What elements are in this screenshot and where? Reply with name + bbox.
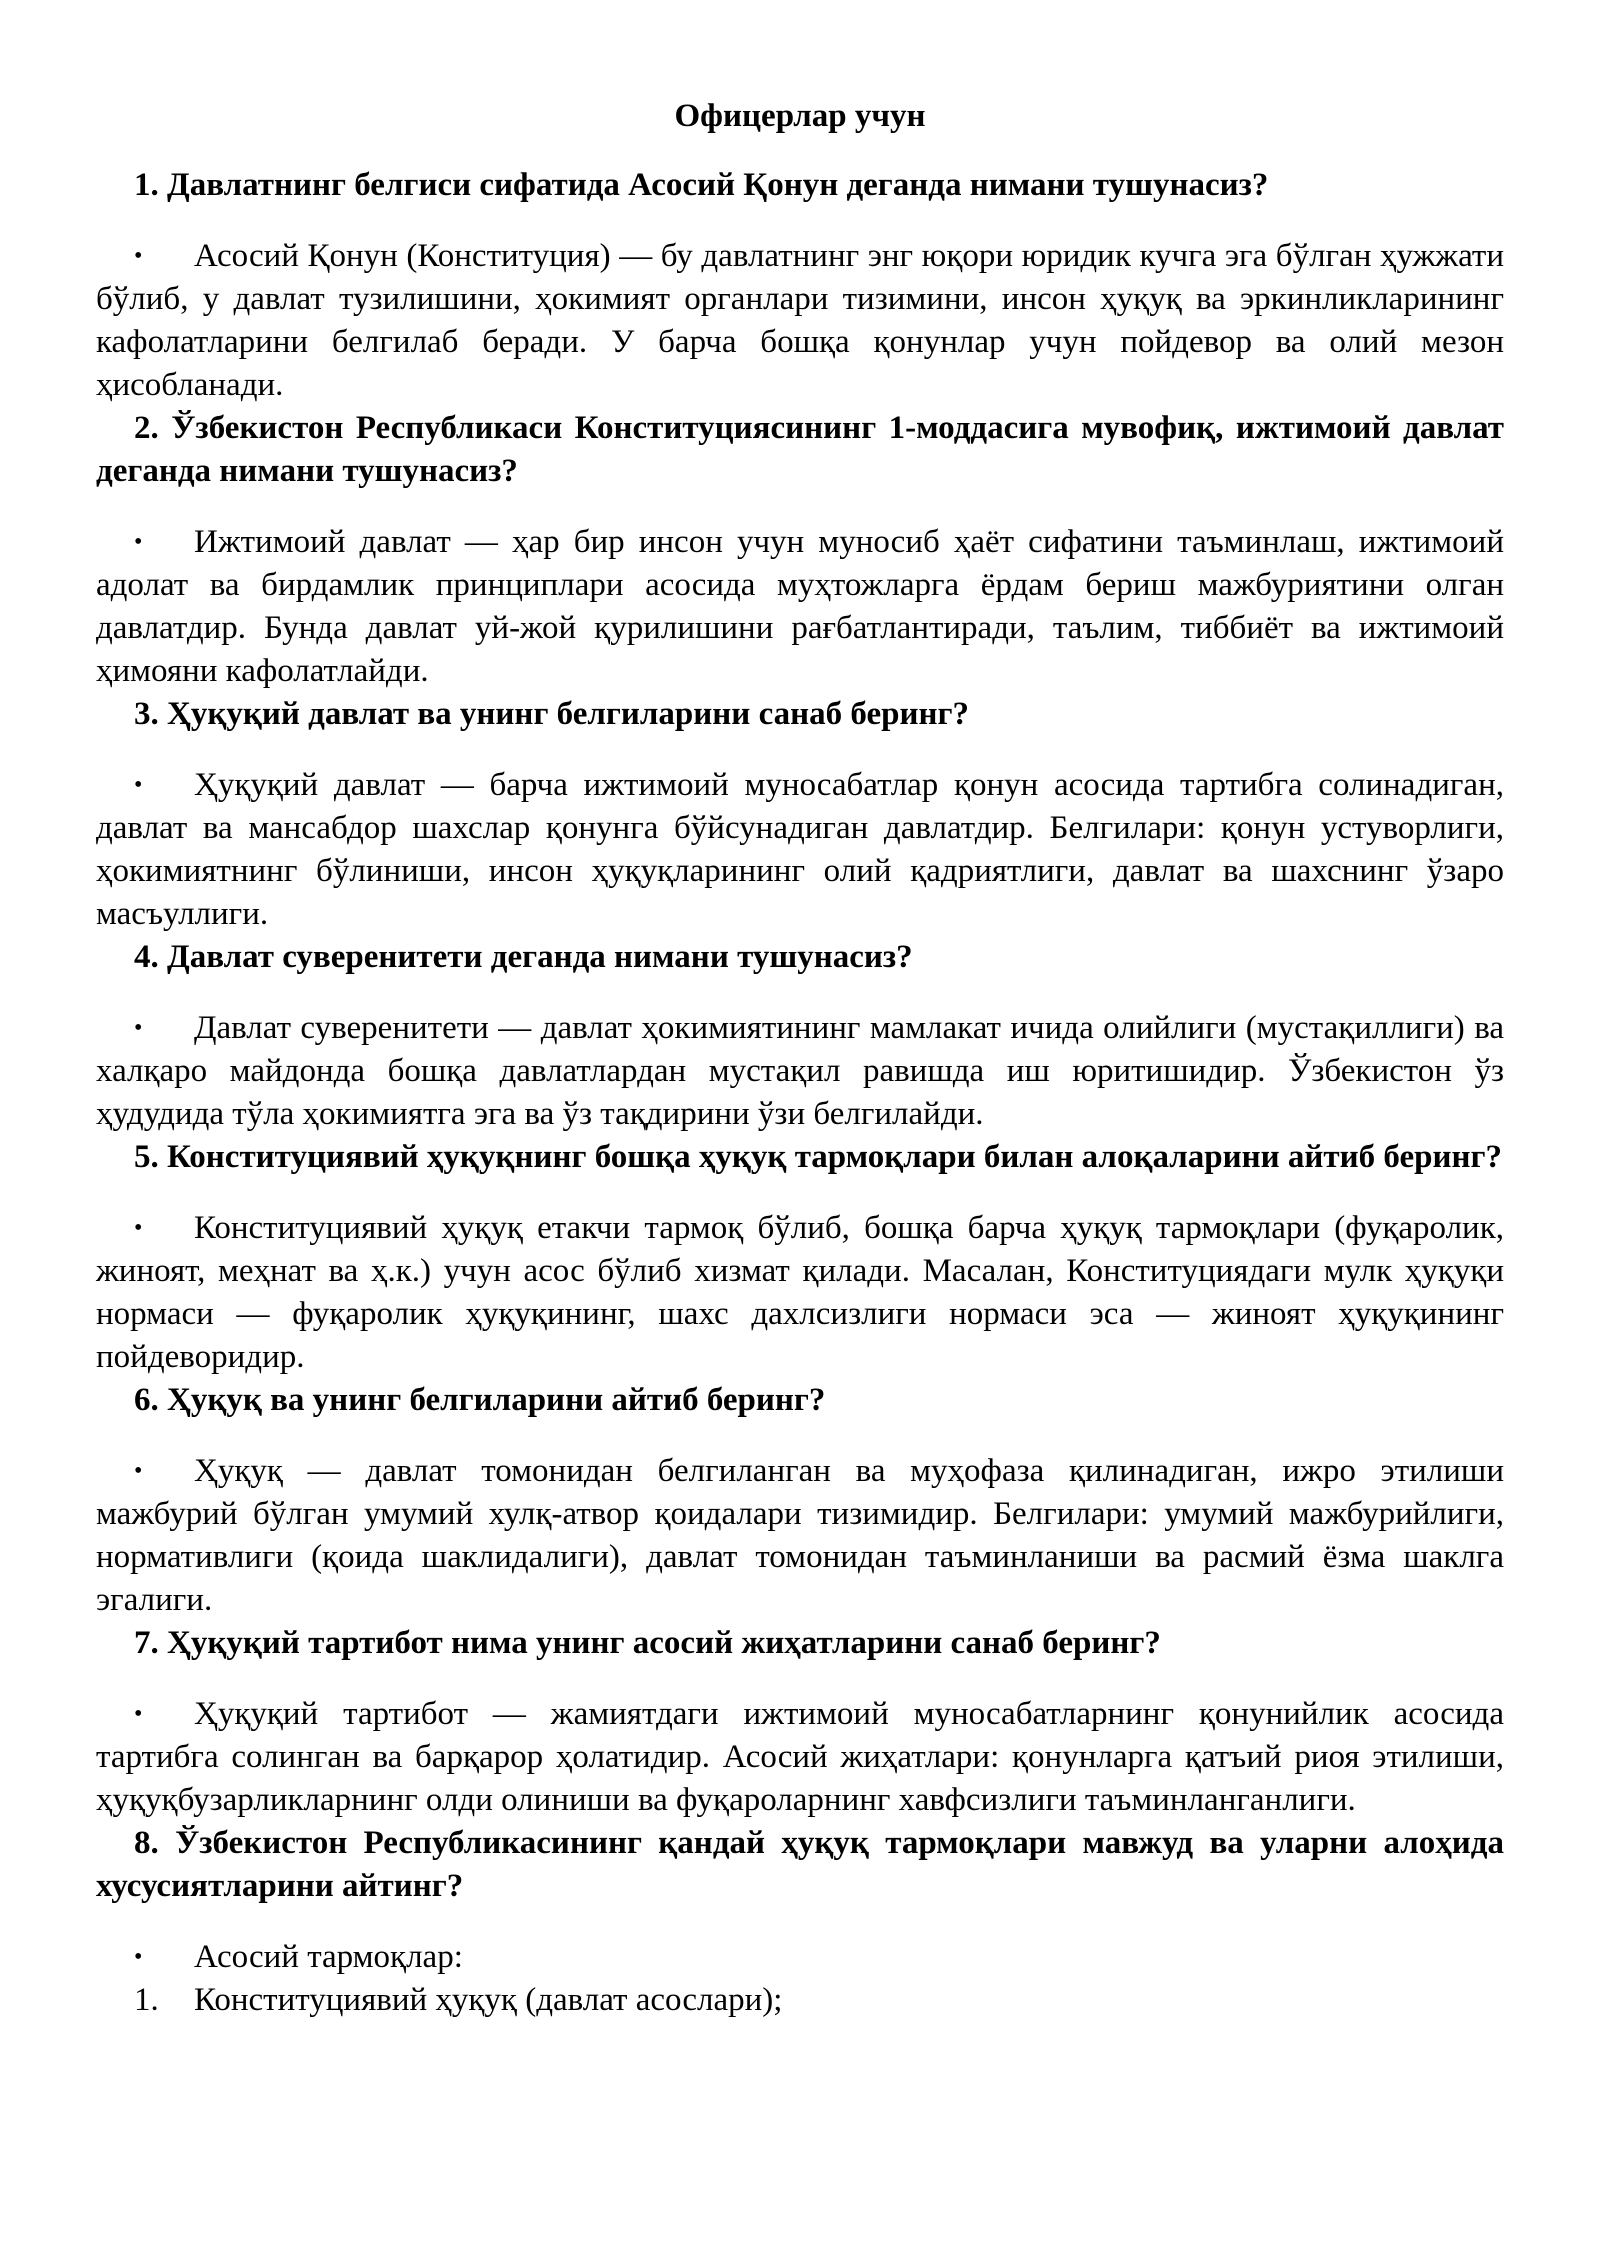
answer-7-text: Ҳуқуқий тартибот — жамиятдаги ижтимоий муносабатларнинг қонунийлик асосида тартибга солинган ва барқарор ҳолатидир. Асосий жиҳатлари: қонунларга қатъий риоя этилиши, ҳуқуқбузарликларнинг олди олиниши ва фуқароларнинг хавфсизлиги таъминланганлиги. [96, 1696, 1504, 1818]
answer-4 [96, 1007, 1504, 1136]
bullet-icon: • [134, 529, 143, 555]
section-5 [96, 1136, 1504, 1379]
answer-3 [96, 764, 1504, 936]
list-item-text: Конституциявий ҳуқуқ (давлат асослари); [194, 1982, 783, 2018]
answer-7 [96, 1693, 1504, 1822]
question-8: 8. Ўзбекистон Республикасининг қандай ҳуқуқ тармоқлари мавжуд ва уларни алоҳида хусусиятларини айтинг? [96, 1825, 1504, 1904]
bullet-icon: • [134, 243, 143, 269]
question-2: 2. Ўзбекистон Республикаси Конституциясининг 1-моддасига мувофиқ, ижтимоий давлат деганда нимани тушунасиз? [96, 410, 1504, 489]
answer-6 [96, 1450, 1504, 1622]
answer-5 [96, 1207, 1504, 1379]
answer-2-text: Ижтимоий давлат — ҳар бир инсон учун муносиб ҳаёт сифатини таъминлаш, ижтимоий адолат ва бирдамлик принциплари асосида муҳтожларга ёрдам бериш мажбуриятини олган давлатдир. Бунда давлат уй-жой қурилишини рағбатлантиради, таълим, тиббиёт ва ижтимоий ҳимояни кафолатлайди. [96, 524, 1504, 689]
bullet-icon: • [134, 772, 143, 798]
bullet-icon: • [134, 1015, 143, 1041]
question-7: 7. Ҳуқуқий тартибот нима унинг асосий жиҳатларини санаб беринг? [134, 1625, 1161, 1661]
section-6 [96, 1379, 1504, 1622]
final-bullet-text: Асосий тармоқлар: [194, 1939, 463, 1975]
list-item-number: 1. [134, 1982, 159, 2018]
final-bullet-line [96, 1936, 1504, 1979]
answer-1 [96, 235, 1504, 407]
question-4: 4. Давлат суверенитети деганда нимани тушунасиз? [134, 939, 913, 975]
page-title: Офицерлар учун [674, 98, 926, 134]
answer-6-text: Ҳуқуқ — давлат томонидан белгиланган ва муҳофаза қилинадиган, ижро этилиши мажбурий бўлган умумий хулқ-атвор қоидалари тизимидир. Белгилари: умумий мажбурийлиги, нормативлиги (қоида шаклидалиги), давлат томонидан таъминланиши ва расмий ёзма шаклга эгалиги. [96, 1453, 1504, 1618]
section-2 [96, 407, 1504, 693]
section-7 [96, 1622, 1504, 1822]
answer-5-text: Конституциявий ҳуқуқ етакчи тармоқ бўлиб, бошқа барча ҳуқуқ тармоқлари (фуқаролик, жиноят, меҳнат ва ҳ.к.) учун асос бўлиб хизмат қилади. Масалан, Конституциядаги мулк ҳуқуқи нормаси — фуқаролик ҳуқуқининг, шахс дахлсизлиги нормаси эса — жиноят ҳуқуқининг пойдеворидир. [96, 1210, 1504, 1375]
numbered-list-item [96, 1979, 1504, 2022]
question-6: 6. Ҳуқуқ ва унинг белгиларини айтиб беринг? [134, 1382, 826, 1418]
question-5: 5. Конституциявий ҳуқуқнинг бошқа ҳуқуқ тармоқлари билан алоқаларини айтиб беринг? [134, 1139, 1502, 1175]
answer-4-text: Давлат суверенитети — давлат ҳокимиятининг мамлакат ичида олийлиги (мустақиллиги) ва халқаро майдонда бошқа давлатлардан мустақил равишда иш юритишидир. Ўзбекистон ўз ҳудудида тўла ҳокимиятга эга ва ўз тақдирини ўзи белгилайди. [96, 1010, 1504, 1132]
section-4 [96, 936, 1504, 1136]
answer-3-text: Ҳуқуқий давлат — барча ижтимоий муносабатлар қонун асосида тартибга солинадиган, давлат ва мансабдор шахслар қонунга бўйсунадиган давлатдир. Белгилари: қонун устуворлиги, ҳокимиятнинг бўлиниши, инсон ҳуқуқларининг олий қадриятлиги, давлат ва шахснинг ўзаро масъуллиги. [96, 767, 1504, 932]
section-8 [96, 1822, 1504, 2022]
section-3 [96, 693, 1504, 936]
question-3: 3. Ҳуқуқий давлат ва унинг белгиларини санаб беринг? [134, 696, 969, 732]
bullet-icon: • [134, 1215, 143, 1241]
question-1: 1. Давлатнинг белгиси сифатида Асосий Қонун деганда нимани тушунасиз? [134, 167, 1269, 203]
answer-2 [96, 521, 1504, 693]
bullet-icon: • [134, 1701, 143, 1727]
bullet-icon: • [134, 1944, 143, 1970]
bullet-icon: • [134, 1458, 143, 1484]
answer-1-text: Асосий Қонун (Конституция) — бу давлатнинг энг юқори юридик кучга эга бўлган ҳужжати бўлиб, у давлат тузилишини, ҳокимият органлари тизимини, инсон ҳуқуқ ва эркинликларининг кафолатларини белгилаб беради. У барча бошқа қонунлар учун пойдевор ва олий мезон ҳисобланади. [96, 238, 1504, 403]
section-1 [96, 164, 1504, 407]
